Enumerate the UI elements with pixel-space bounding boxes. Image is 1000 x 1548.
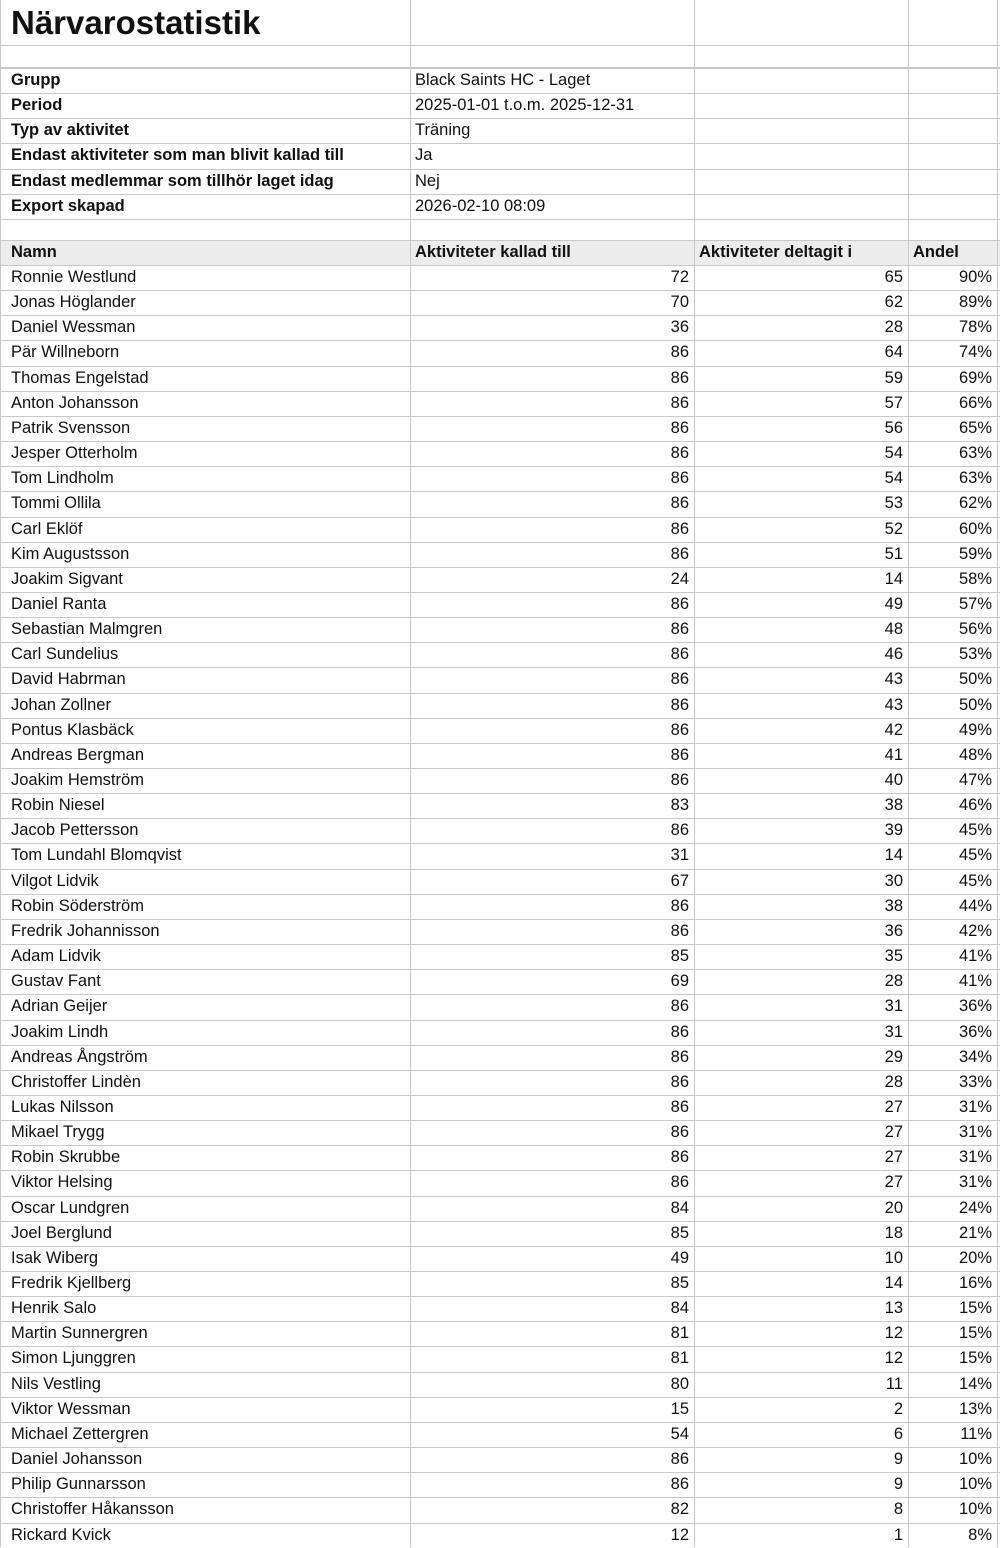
cell-attended[interactable]: 27 xyxy=(884,1173,903,1192)
cell-share[interactable]: 90% xyxy=(958,268,992,286)
cell-name[interactable]: Jonas Höglander xyxy=(11,293,136,312)
meta-label: Typ av aktivitet xyxy=(11,121,129,140)
cell-share[interactable]: 11% xyxy=(960,1424,992,1443)
cell-called[interactable]: 81 xyxy=(670,1324,689,1343)
cell-share[interactable]: 36% xyxy=(958,1022,992,1041)
cell-called[interactable]: 86 xyxy=(670,544,689,563)
cell-called[interactable]: 70 xyxy=(670,293,689,312)
grid-column-line xyxy=(908,0,909,1547)
column-header-attended[interactable]: Aktiviteter deltagit i xyxy=(699,243,853,261)
cell-attended[interactable]: 62 xyxy=(884,293,903,312)
cell-name[interactable]: Carl Eklöf xyxy=(11,519,83,538)
cell-called[interactable]: 54 xyxy=(670,1424,689,1443)
cell-share[interactable]: 56% xyxy=(958,620,992,639)
cell-called[interactable]: 86 xyxy=(670,1072,689,1091)
cell-share[interactable]: 31% xyxy=(958,1148,992,1167)
cell-called[interactable]: 69 xyxy=(670,972,689,991)
cell-called[interactable]: 86 xyxy=(670,670,689,689)
cell-name[interactable]: Viktor Helsing xyxy=(11,1173,113,1192)
meta-value[interactable]: Träning xyxy=(415,121,471,140)
column-header-name[interactable]: Namn xyxy=(11,243,57,261)
cell-name[interactable]: Andreas Bergman xyxy=(11,745,144,764)
cell-name[interactable]: Patrik Svensson xyxy=(11,418,131,437)
cell-name[interactable]: Robin Skrubbe xyxy=(11,1148,121,1167)
cell-share[interactable]: 33% xyxy=(958,1072,992,1091)
meta-value[interactable]: 2026-02-10 08:09 xyxy=(415,196,546,215)
cell-share[interactable]: 65% xyxy=(958,418,992,437)
cell-called[interactable]: 86 xyxy=(670,1475,689,1494)
cell-name[interactable]: Johan Zollner xyxy=(11,695,111,714)
cell-called[interactable]: 83 xyxy=(670,796,689,815)
cell-share[interactable]: 8% xyxy=(968,1525,992,1544)
cell-attended[interactable]: 28 xyxy=(884,1072,903,1091)
cell-name[interactable]: Adam Lidvik xyxy=(11,947,101,966)
grid-column-line xyxy=(410,0,411,1547)
cell-share[interactable]: 44% xyxy=(958,896,992,915)
cell-share[interactable]: 10% xyxy=(958,1500,992,1519)
column-header-share[interactable]: Andel xyxy=(913,243,959,261)
cell-name[interactable]: Viktor Wessman xyxy=(11,1399,131,1418)
cell-share[interactable]: 41% xyxy=(958,947,992,966)
cell-name[interactable]: Fredrik Kjellberg xyxy=(11,1274,132,1292)
page-title: Närvarostatistik xyxy=(11,4,261,41)
cell-called[interactable]: 84 xyxy=(670,1198,689,1217)
cell-called[interactable]: 86 xyxy=(670,393,689,412)
cell-called[interactable]: 85 xyxy=(670,1223,689,1242)
cell-attended[interactable]: 36 xyxy=(884,921,903,940)
cell-share[interactable]: 66% xyxy=(958,393,992,412)
meta-value[interactable]: Nej xyxy=(415,171,440,190)
cell-attended[interactable]: 48 xyxy=(884,620,903,639)
cell-share[interactable]: 31% xyxy=(958,1173,992,1192)
cell-share[interactable]: 45% xyxy=(958,821,992,840)
cell-name[interactable]: Lukas Nilsson xyxy=(11,1097,114,1116)
cell-name[interactable]: Christoffer Håkansson xyxy=(11,1500,174,1519)
cell-name[interactable]: Michael Zettergren xyxy=(11,1424,149,1443)
cell-attended[interactable]: 14 xyxy=(884,569,903,588)
cell-called[interactable]: 86 xyxy=(670,519,689,538)
cell-name[interactable]: Martin Sunnergren xyxy=(11,1324,148,1343)
cell-share[interactable]: 47% xyxy=(958,771,992,789)
cell-attended[interactable]: 18 xyxy=(884,1223,903,1242)
cell-share[interactable]: 10% xyxy=(958,1475,992,1494)
cell-called[interactable]: 86 xyxy=(670,1173,689,1192)
cell-name[interactable]: Simon Ljunggren xyxy=(11,1349,136,1368)
cell-share[interactable]: 45% xyxy=(958,871,992,890)
cell-attended[interactable]: 39 xyxy=(884,821,903,840)
cell-share[interactable]: 58% xyxy=(958,569,992,588)
cell-attended[interactable]: 43 xyxy=(884,670,903,689)
cell-share[interactable]: 31% xyxy=(958,1123,992,1142)
cell-called[interactable]: 86 xyxy=(670,620,689,639)
meta-label: Endast medlemmar som tillhör laget idag xyxy=(11,171,334,190)
cell-attended[interactable]: 27 xyxy=(884,1123,903,1142)
cell-name[interactable]: Joel Berglund xyxy=(11,1223,112,1242)
cell-name[interactable]: Gustav Fant xyxy=(11,972,101,991)
cell-name[interactable]: Philip Gunnarsson xyxy=(11,1475,146,1494)
cell-share[interactable]: 62% xyxy=(958,494,992,513)
cell-share[interactable]: 10% xyxy=(958,1450,992,1469)
grid-row-line xyxy=(0,45,1000,46)
cell-called[interactable]: 36 xyxy=(670,318,689,337)
cell-attended[interactable]: 56 xyxy=(884,418,903,437)
cell-called[interactable]: 86 xyxy=(670,695,689,714)
cell-attended[interactable]: 52 xyxy=(884,519,903,538)
cell-share[interactable]: 69% xyxy=(958,368,992,387)
cell-attended[interactable]: 30 xyxy=(884,871,903,890)
cell-name[interactable]: Anton Johansson xyxy=(11,393,139,412)
cell-called[interactable]: 31 xyxy=(670,846,689,865)
grid-column-line xyxy=(694,0,695,1547)
meta-label: Endast aktiviteter som man blivit kallad till xyxy=(11,146,344,165)
cell-name[interactable]: Tom Lindholm xyxy=(11,469,114,488)
cell-attended[interactable]: 38 xyxy=(884,796,903,815)
cell-called[interactable]: 80 xyxy=(670,1374,689,1393)
cell-called[interactable]: 15 xyxy=(670,1399,689,1418)
cell-called[interactable]: 86 xyxy=(670,1148,689,1167)
cell-attended[interactable]: 65 xyxy=(884,268,903,286)
cell-attended[interactable]: 51 xyxy=(884,544,903,563)
cell-name[interactable]: Kim Augustsson xyxy=(11,544,130,563)
cell-called[interactable]: 86 xyxy=(670,418,689,437)
cell-share[interactable]: 57% xyxy=(958,594,992,613)
cell-attended[interactable]: 41 xyxy=(884,745,903,764)
cell-called[interactable]: 86 xyxy=(670,921,689,940)
cell-name[interactable]: Ronnie Westlund xyxy=(11,268,137,286)
cell-attended[interactable]: 12 xyxy=(884,1349,903,1368)
cell-share[interactable]: 42% xyxy=(958,921,992,940)
cell-name[interactable]: Fredrik Johannisson xyxy=(11,921,160,940)
cell-attended[interactable]: 12 xyxy=(884,1324,903,1343)
cell-attended[interactable]: 6 xyxy=(893,1424,903,1443)
cell-name[interactable]: Pontus Klasbäck xyxy=(11,720,134,739)
cell-called[interactable]: 85 xyxy=(670,947,689,966)
cell-called[interactable]: 49 xyxy=(670,1248,689,1267)
cell-attended[interactable]: 10 xyxy=(884,1248,903,1267)
cell-attended[interactable]: 2 xyxy=(893,1399,903,1418)
cell-share[interactable]: 31% xyxy=(958,1097,992,1116)
cell-name[interactable]: Pär Willneborn xyxy=(11,343,120,362)
cell-called[interactable]: 86 xyxy=(670,1450,689,1469)
cell-share[interactable]: 15% xyxy=(958,1349,992,1368)
cell-share[interactable]: 15% xyxy=(958,1299,992,1318)
cell-attended[interactable]: 38 xyxy=(884,896,903,915)
cell-attended[interactable]: 27 xyxy=(884,1148,903,1167)
cell-share[interactable]: 16% xyxy=(958,1274,992,1292)
cell-called[interactable]: 86 xyxy=(670,343,689,362)
cell-share[interactable]: 41% xyxy=(958,972,992,991)
cell-attended[interactable]: 43 xyxy=(884,695,903,714)
cell-name[interactable]: Thomas Engelstad xyxy=(11,368,149,387)
cell-attended[interactable]: 28 xyxy=(884,318,903,337)
cell-share[interactable]: 48% xyxy=(958,745,992,764)
cell-share[interactable]: 45% xyxy=(958,846,992,865)
cell-called[interactable]: 86 xyxy=(670,645,689,664)
cell-called[interactable]: 86 xyxy=(670,1097,689,1116)
cell-share[interactable]: 34% xyxy=(958,1047,992,1066)
cell-called[interactable]: 81 xyxy=(670,1349,689,1368)
cell-attended[interactable]: 20 xyxy=(884,1198,903,1217)
cell-attended[interactable]: 29 xyxy=(884,1047,903,1066)
cell-share[interactable]: 63% xyxy=(958,444,992,463)
cell-name[interactable]: Henrik Salo xyxy=(11,1299,97,1318)
cell-share[interactable]: 49% xyxy=(958,720,992,739)
cell-attended[interactable]: 53 xyxy=(884,494,903,513)
cell-attended[interactable]: 13 xyxy=(884,1299,903,1318)
cell-called[interactable]: 85 xyxy=(670,1274,689,1292)
cell-name[interactable]: Adrian Geijer xyxy=(11,997,108,1016)
cell-called[interactable]: 86 xyxy=(670,720,689,739)
cell-called[interactable]: 72 xyxy=(670,268,689,286)
cell-attended[interactable]: 64 xyxy=(884,343,903,362)
cell-name[interactable]: Daniel Ranta xyxy=(11,594,107,613)
cell-called[interactable]: 86 xyxy=(670,1022,689,1041)
cell-called[interactable]: 84 xyxy=(670,1299,689,1318)
meta-label: Grupp xyxy=(11,71,61,89)
cell-name[interactable]: David Habrman xyxy=(11,670,126,689)
cell-name[interactable]: Vilgot Lidvik xyxy=(11,871,99,890)
cell-name[interactable]: Tommi Ollila xyxy=(11,494,101,513)
cell-share[interactable]: 89% xyxy=(958,293,992,312)
cell-name[interactable]: Joakim Lindh xyxy=(11,1022,109,1041)
cell-called[interactable]: 86 xyxy=(670,594,689,613)
cell-called[interactable]: 67 xyxy=(670,871,689,890)
meta-value[interactable]: Black Saints HC - Laget xyxy=(415,71,591,89)
cell-called[interactable]: 86 xyxy=(670,368,689,387)
cell-name[interactable]: Joakim Sigvant xyxy=(11,569,123,588)
cell-share[interactable]: 21% xyxy=(958,1223,992,1242)
column-header-called[interactable]: Aktiviteter kallad till xyxy=(415,243,571,261)
meta-value[interactable]: Ja xyxy=(415,146,433,165)
cell-attended[interactable]: 46 xyxy=(884,645,903,664)
cell-called[interactable]: 86 xyxy=(670,896,689,915)
cell-name[interactable]: Sebastian Malmgren xyxy=(11,620,163,639)
cell-share[interactable]: 13% xyxy=(958,1399,992,1418)
cell-attended[interactable]: 31 xyxy=(884,1022,903,1041)
cell-attended[interactable]: 54 xyxy=(884,444,903,463)
cell-attended[interactable]: 9 xyxy=(893,1450,903,1469)
cell-share[interactable]: 24% xyxy=(958,1198,992,1217)
cell-name[interactable]: Jacob Pettersson xyxy=(11,821,139,840)
cell-attended[interactable]: 40 xyxy=(884,771,903,789)
cell-attended[interactable]: 35 xyxy=(884,947,903,966)
meta-label: Period xyxy=(11,96,63,115)
cell-share[interactable]: 20% xyxy=(958,1248,992,1267)
cell-called[interactable]: 86 xyxy=(670,469,689,488)
grid-column-line xyxy=(0,0,1,1547)
cell-share[interactable]: 60% xyxy=(958,519,992,538)
cell-called[interactable]: 86 xyxy=(670,1123,689,1142)
cell-name[interactable]: Oscar Lundgren xyxy=(11,1198,130,1217)
cell-name[interactable]: Daniel Johansson xyxy=(11,1450,143,1469)
cell-called[interactable]: 24 xyxy=(670,569,689,588)
cell-called[interactable]: 86 xyxy=(670,1047,689,1066)
cell-attended[interactable]: 1 xyxy=(893,1525,903,1544)
cell-name[interactable]: Andreas Ångström xyxy=(11,1047,148,1066)
cell-attended[interactable]: 57 xyxy=(884,393,903,412)
meta-value[interactable]: 2025-01-01 t.o.m. 2025-12-31 xyxy=(415,96,635,115)
cell-share[interactable]: 50% xyxy=(958,695,992,714)
cell-called[interactable]: 86 xyxy=(670,771,689,789)
grid-row-line xyxy=(0,219,1000,220)
cell-share[interactable]: 78% xyxy=(958,318,992,337)
cell-attended[interactable]: 42 xyxy=(884,720,903,739)
cell-attended[interactable]: 11 xyxy=(885,1374,903,1393)
cell-called[interactable]: 86 xyxy=(670,494,689,513)
cell-share[interactable]: 15% xyxy=(958,1324,992,1343)
cell-share[interactable]: 63% xyxy=(958,469,992,488)
cell-name[interactable]: Tom Lundahl Blomqvist xyxy=(11,846,182,865)
cell-share[interactable]: 46% xyxy=(958,796,992,815)
cell-attended[interactable]: 9 xyxy=(893,1475,903,1494)
cell-name[interactable]: Isak Wiberg xyxy=(11,1248,99,1267)
cell-attended[interactable]: 27 xyxy=(884,1097,903,1116)
cell-attended[interactable]: 31 xyxy=(884,997,903,1016)
cell-share[interactable]: 50% xyxy=(958,670,992,689)
cell-share[interactable]: 53% xyxy=(958,645,992,664)
cell-attended[interactable]: 28 xyxy=(884,972,903,991)
cell-share[interactable]: 14% xyxy=(958,1374,992,1393)
cell-called[interactable]: 86 xyxy=(670,745,689,764)
cell-share[interactable]: 74% xyxy=(958,343,992,362)
cell-called[interactable]: 82 xyxy=(670,1500,689,1519)
cell-name[interactable]: Nils Vestling xyxy=(11,1374,101,1393)
cell-name[interactable]: Rickard Kvick xyxy=(11,1525,111,1544)
cell-called[interactable]: 86 xyxy=(670,821,689,840)
cell-share[interactable]: 36% xyxy=(958,997,992,1016)
cell-name[interactable]: Mikael Trygg xyxy=(11,1123,105,1142)
cell-name[interactable]: Daniel Wessman xyxy=(11,318,136,337)
cell-attended[interactable]: 14 xyxy=(884,846,903,865)
cell-called[interactable]: 86 xyxy=(670,444,689,463)
cell-attended[interactable]: 14 xyxy=(884,1274,903,1292)
cell-name[interactable]: Carl Sundelius xyxy=(11,645,119,664)
meta-label: Export skapad xyxy=(11,196,125,215)
cell-called[interactable]: 86 xyxy=(670,997,689,1016)
cell-name[interactable]: Robin Söderström xyxy=(11,896,144,915)
cell-name[interactable]: Christoffer Lindèn xyxy=(11,1072,141,1091)
cell-attended[interactable]: 8 xyxy=(893,1500,903,1519)
grid-column-line xyxy=(997,0,998,1547)
cell-share[interactable]: 59% xyxy=(958,544,992,563)
cell-attended[interactable]: 59 xyxy=(884,368,903,387)
cell-name[interactable]: Jesper Otterholm xyxy=(11,444,138,463)
cell-name[interactable]: Joakim Hemström xyxy=(11,771,144,789)
cell-attended[interactable]: 54 xyxy=(884,469,903,488)
cell-called[interactable]: 12 xyxy=(670,1525,689,1544)
cell-attended[interactable]: 49 xyxy=(884,594,903,613)
cell-name[interactable]: Robin Niesel xyxy=(11,796,105,815)
